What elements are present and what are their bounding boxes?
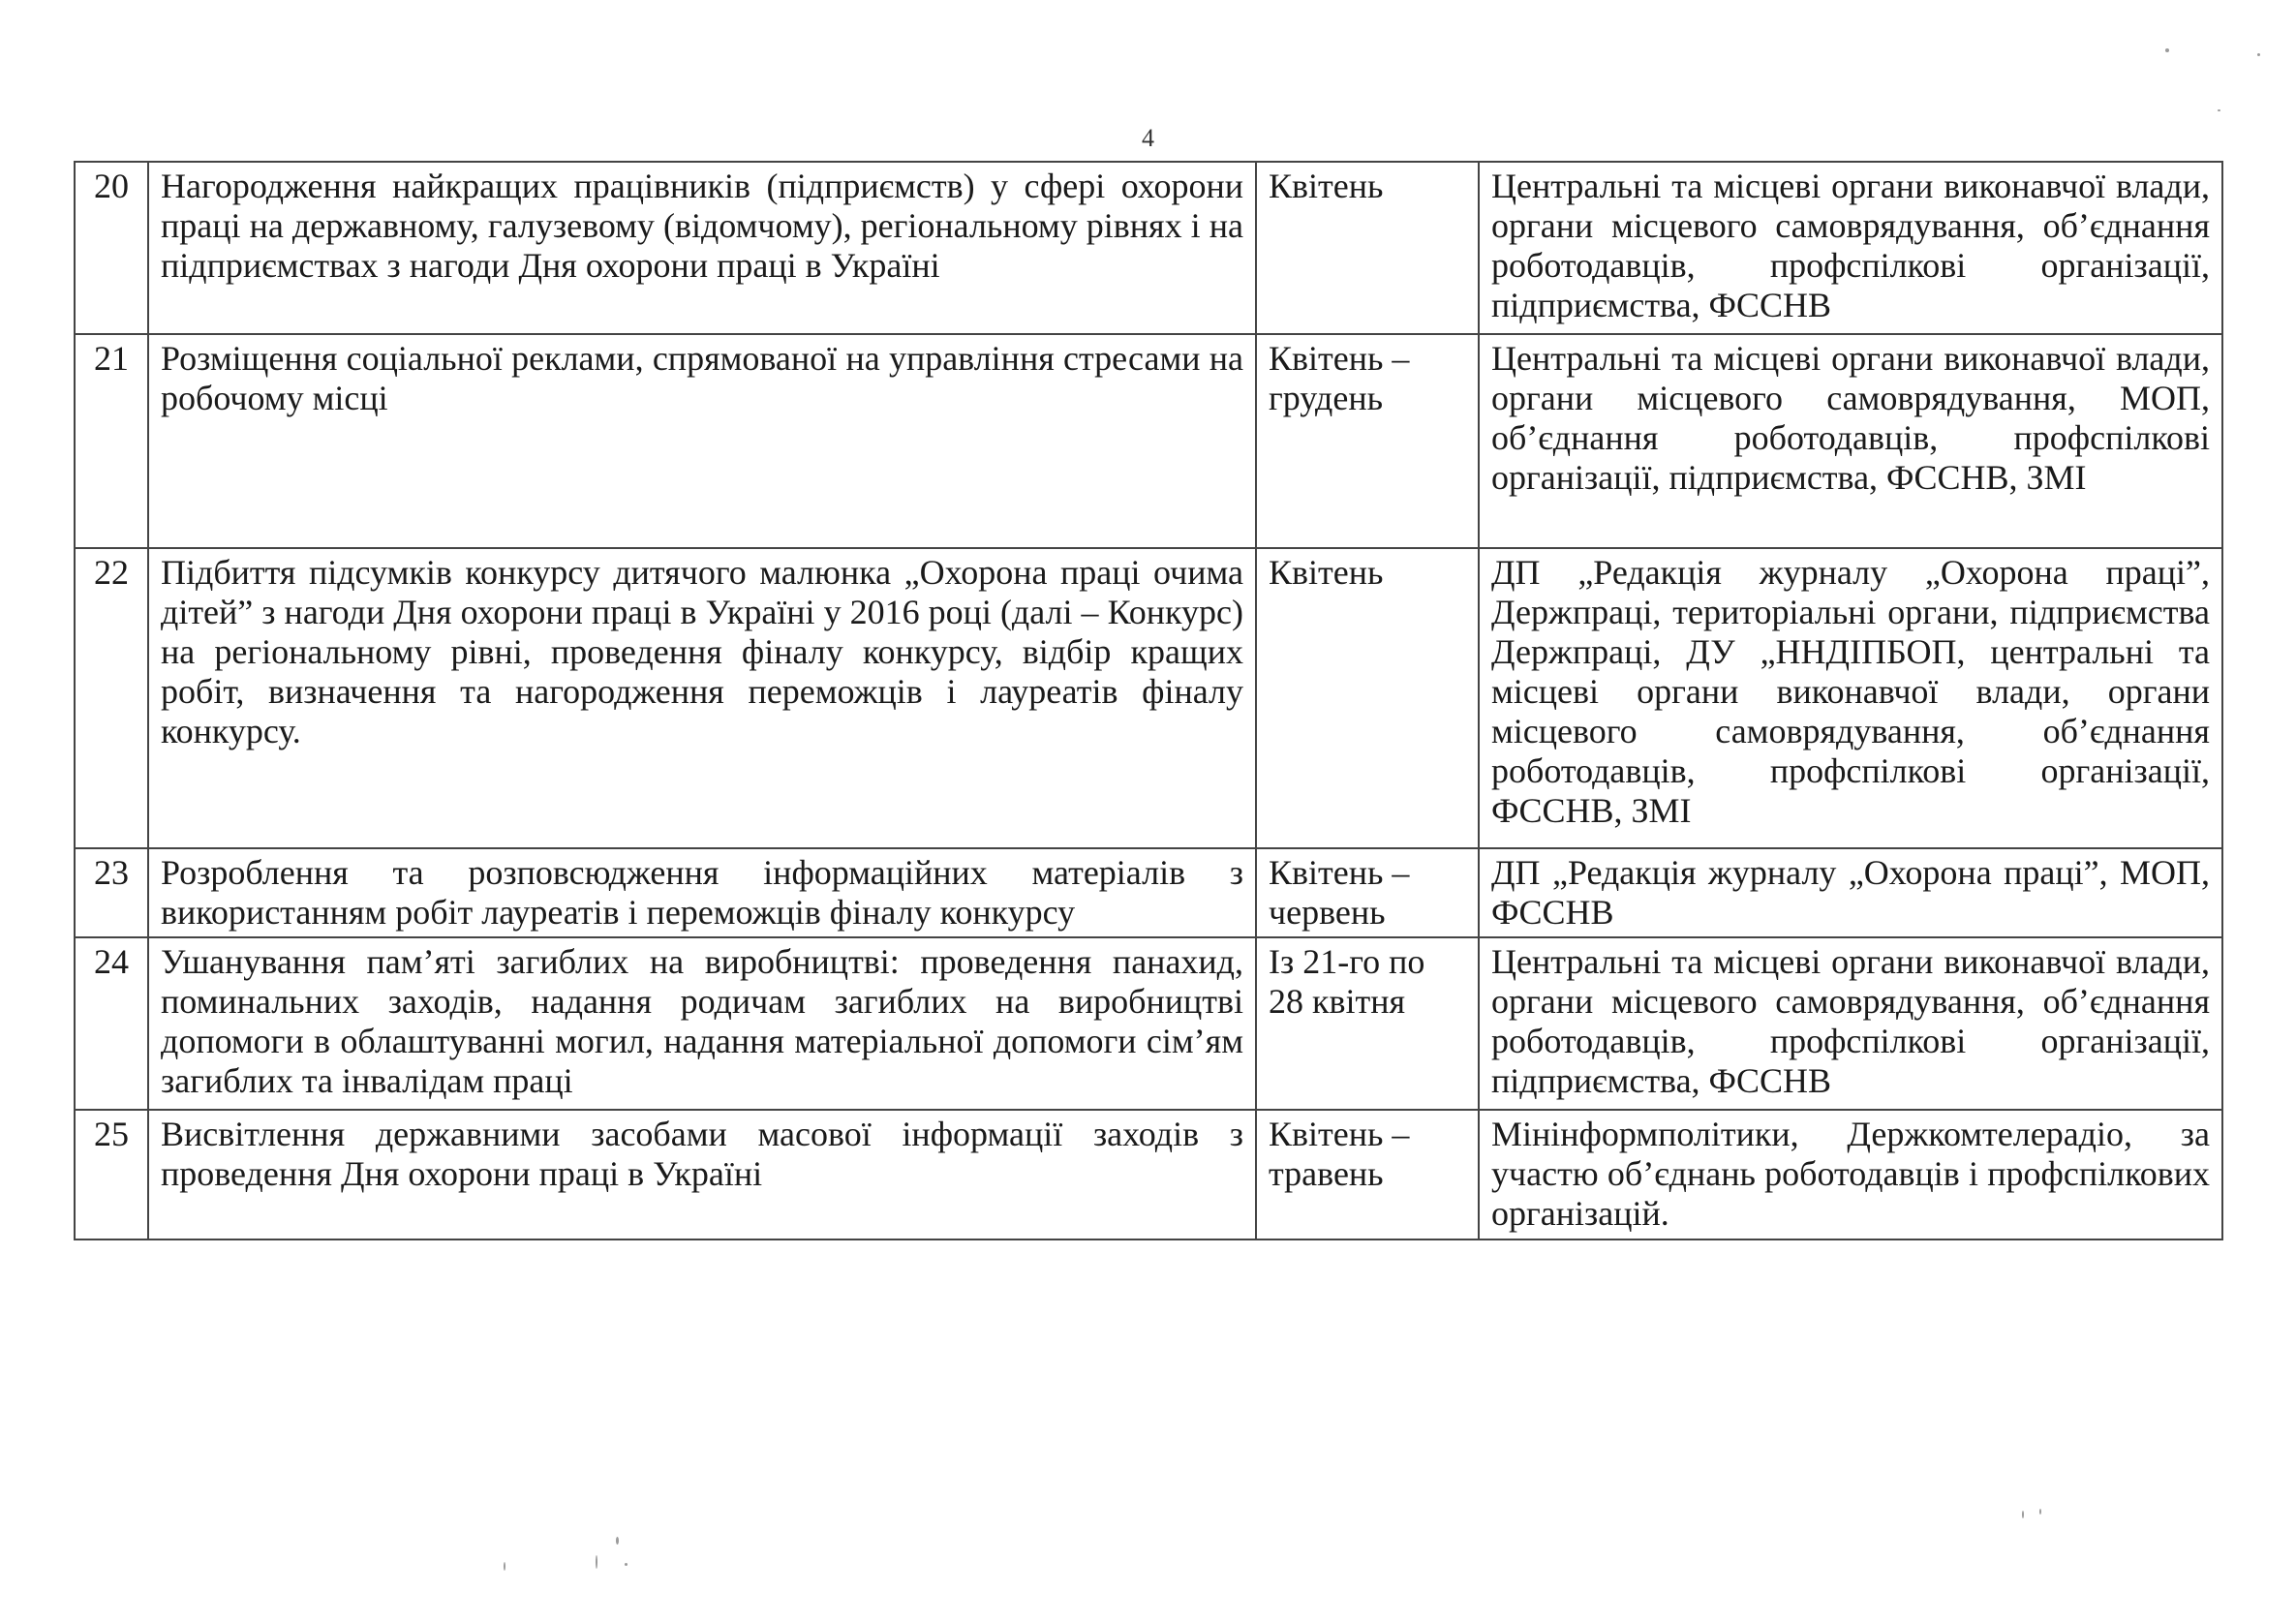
measure-term: Квітень [1256,548,1479,848]
scan-speck [2218,109,2220,111]
row-number: 24 [75,937,148,1110]
measure-responsible: Мінінформполітики, Держкомтелерадіо, за участю об’єднань роботодавців і профспілкових організацій. [1479,1110,2222,1239]
measure-term: Квітень – червень [1256,848,1479,937]
measures-table [74,161,2223,1240]
scan-speck [2039,1509,2041,1515]
scan-speck [2165,48,2169,52]
table-row [75,334,2222,548]
scan-speck [2257,53,2260,56]
measure-responsible: Центральні та місцеві органи виконавчої влади, органи місцевого самоврядування, об’єднання роботодавців, профспілкові організації, підприємства, ФССНВ [1479,937,2222,1110]
table-row [75,1110,2222,1239]
table-row [75,848,2222,937]
measure-responsible: ДП „Редакція журналу „Охорона праці”, МОП, ФССНВ [1479,848,2222,937]
measure-description: Розроблення та розповсюдження інформаційних матеріалів з використанням робіт лауреатів і переможців фіналу конкурсу [148,848,1256,937]
row-number: 25 [75,1110,148,1239]
measure-term: Квітень – грудень [1256,334,1479,548]
measure-responsible: ДП „Редакція журналу „Охорона праці”, Держпраці, територіальні органи, підприємства Держпраці, ДУ „ННДІПБОП, центральні та місцеві органи виконавчої влади, органи місцевого самоврядування, об’єднання роботодавців, профспілкові організації, ФССНВ, ЗМІ [1479,548,2222,848]
measure-term: Квітень [1256,162,1479,334]
table-row [75,937,2222,1110]
measure-term: Із 21-го по 28 квітня [1256,937,1479,1110]
measure-responsible: Центральні та місцеві органи виконавчої влади, органи місцевого самоврядування, МОП, об’єднання роботодавців, профспілкові організації, підприємства, ФССНВ, ЗМІ [1479,334,2222,548]
measure-description: Висвітлення державними засобами масової інформації заходів з проведення Дня охорони праці в Україні [148,1110,1256,1239]
table-row [75,162,2222,334]
scan-speck [2022,1511,2024,1518]
row-number: 21 [75,334,148,548]
measure-description: Підбиття підсумків конкурсу дитячого малюнка „Охорона праці очима дітей” з нагоди Дня охорони праці в Україні у 2016 році (далі – Конкурс) на регіональному рівні, проведення фіналу конкурсу, відбір кращих робіт, визначення та нагородження переможців і лауреатів фіналу конкурсу. [148,548,1256,848]
scan-speck [616,1537,619,1545]
scan-speck [504,1562,505,1571]
measure-description: Нагородження найкращих працівників (підприємств) у сфері охорони праці на державному, галузевому (відомчому), регіональному рівнях і на підприємствах з нагоди Дня охорони праці в Україні [148,162,1256,334]
scan-speck [596,1555,597,1569]
scan-speck [625,1563,628,1566]
measure-description: Ушанування пам’яті загиблих на виробництві: проведення панахид, поминальних заходів, надання родичам загиблих на виробництві допомоги в облаштуванні могил, надання матеріальної допомоги сім’ям загиблих та інвалідам праці [148,937,1256,1110]
measure-responsible: Центральні та місцеві органи виконавчої влади, органи місцевого самоврядування, об’єднання роботодавців, профспілкові організації, підприємства, ФССНВ [1479,162,2222,334]
table-row [75,548,2222,848]
row-number: 22 [75,548,148,848]
row-number: 20 [75,162,148,334]
page-number: 4 [1142,124,1154,152]
row-number: 23 [75,848,148,937]
measure-description: Розміщення соціальної реклами, спрямованої на управління стресами на робочому місці [148,334,1256,548]
measure-term: Квітень – травень [1256,1110,1479,1239]
